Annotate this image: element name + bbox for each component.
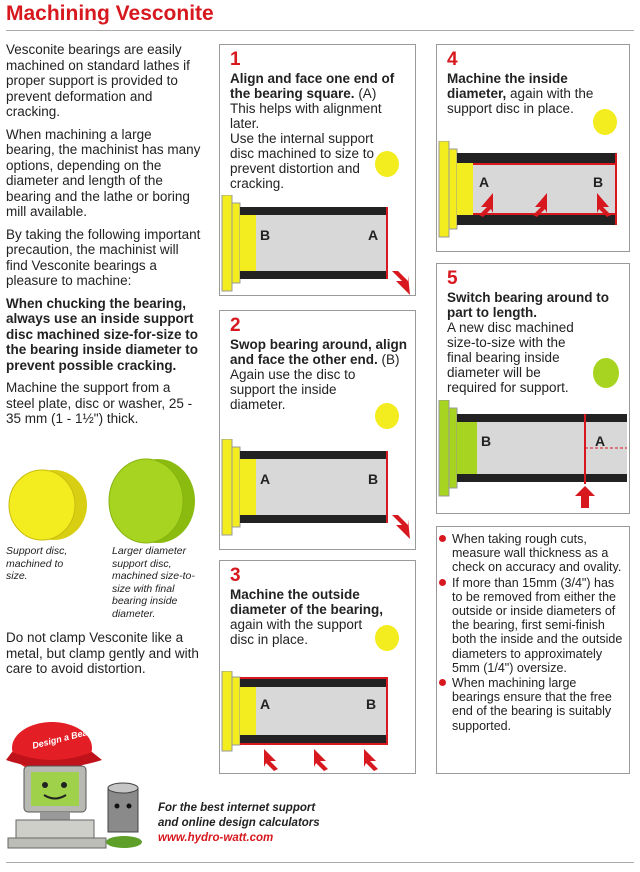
support-disc-small (6, 467, 90, 543)
support-disc-icon (593, 109, 617, 135)
notes-list (438, 532, 626, 734)
support-disc-icon (593, 358, 619, 388)
intro-paragraph: Vesconite bearings are easily machined on standard lathes if proper support is provided to prevent deformation and cracking. (6, 42, 190, 119)
step-4-panel: 4 Machine the inside diameter, again with the support disc in place. A B (436, 44, 630, 252)
diagram-label: B (260, 227, 271, 243)
step-2-panel: 2 Swop bearing around, align and face the other end. (B) Again use the disc to support the inside diameter. A B (219, 310, 416, 550)
support-disc-icon (375, 151, 399, 177)
mascot-cap-text: Design a Bearing (31, 723, 105, 751)
step-2-diagram (220, 439, 415, 539)
website-link[interactable]: www.hydro-watt.com (158, 832, 274, 844)
clamp-note: Do not clamp Vesconite like a metal, but clamp gently and with care to avoid distortion. (6, 630, 199, 676)
support-disc-large (106, 456, 198, 546)
title-divider (6, 30, 634, 31)
support-disc-icon (375, 403, 399, 429)
step-number: 1 (230, 49, 241, 70)
step-3-diagram (220, 671, 415, 771)
diagram-label: A (595, 433, 606, 449)
step-number: 4 (447, 49, 458, 70)
step-5-panel: 5 Switch bearing around to part to length. A new disc machined size-to-size with the final bearing inside diameter will be required for support. B A (436, 263, 630, 514)
step-5-diagram (437, 400, 629, 512)
step-number: 5 (447, 268, 458, 289)
diagram-label: A (479, 174, 490, 190)
diagram-label: A (260, 471, 271, 487)
intro-paragraph: Machine the support from a steel plate, disc or washer, 25 - 35 mm (1 - 1½") thick. (6, 380, 193, 426)
diagram-label: B (368, 471, 379, 487)
page-title: Machining Vesconite (6, 2, 214, 25)
intro-paragraph: When machining a large bearing, the machinist has many options, depending on the diameter and length of the bearing and the lathe or boring mill available. (6, 126, 201, 219)
diagram-label: A (260, 696, 271, 712)
diagram-label: B (481, 433, 492, 449)
large-disc-caption: Larger diameter support disc, machined size-to-size with final bearing inside diameter. (112, 545, 195, 620)
step-number: 3 (230, 565, 241, 586)
support-disc-caption: Support disc, machined to size. (6, 545, 68, 582)
footer-promo: For the best internet support and online design calculators www.hydro-watt.com (158, 802, 320, 844)
diagram-label: A (368, 227, 379, 243)
list-item: If more than 15mm (3/4") has to be removed from either the outside or inside diameters of the bearing, first semi-finish both the inside and the outside diameters to approximately 5mm (1/4") oversize. (452, 576, 626, 675)
step-1-panel: 1 Align and face one end of the bearing square. (A) This helps with alignment later. Use the internal support disc machined to size to prevent distortion and cracking. B A (219, 44, 416, 296)
diagram-label: B (366, 696, 377, 712)
support-disc-icon (375, 625, 399, 651)
step-3-panel: 3 Machine the outside diameter of the bearing, again with the support disc in place. A B (219, 560, 416, 774)
intro-text (6, 42, 201, 434)
diagram-label: B (593, 174, 604, 190)
intro-paragraph: By taking the following important precaution, the machinist will find Vesconite bearings a pleasure to machine: (6, 226, 201, 288)
footer-divider (6, 862, 634, 863)
step-number: 2 (230, 315, 241, 336)
list-item: When taking rough cuts, measure wall thickness as a check on accuracy and ovality. (452, 532, 626, 575)
step-4-diagram (437, 141, 629, 251)
step-1-diagram (220, 195, 415, 295)
precaution-paragraph: When chucking the bearing, always use an inside support disc machined size-for-size to the bearing inside diameter to prevent possible cracking. (6, 295, 199, 373)
list-item: When machining large bearings ensure that the free end of the bearing is suitably supported. (452, 676, 626, 733)
design-a-bearing-mascot (4, 718, 154, 858)
